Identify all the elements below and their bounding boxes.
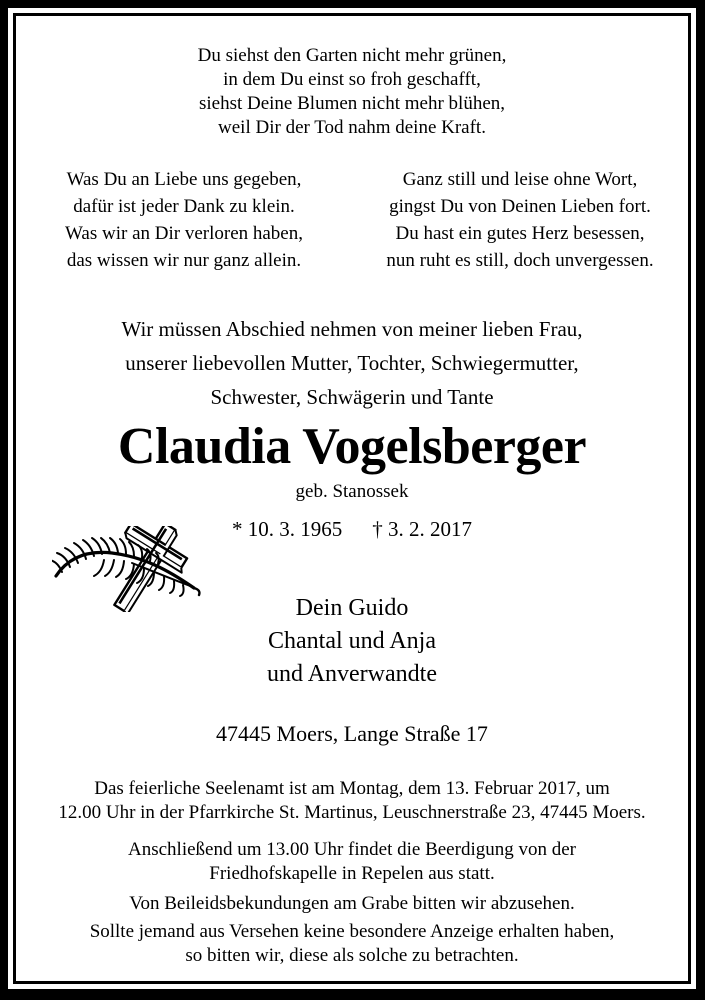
verse-column-left [16,166,352,274]
announcement-line: Schwester, Schwägerin und Tante [210,385,494,409]
verse-line: Ganz still und leise ohne Wort, [402,169,638,190]
announcement-line: Wir müssen Abschied nehmen von meiner lieben Frau, [121,317,583,341]
condolence-note: Von Beileidsbekundungen am Grabe bitten wir abzusehen. [129,893,575,914]
service-info-line: 12.00 Uhr in der Pfarrkirche St. Martinus, Leuschnerstraße 23, 47445 Moers. [58,802,646,823]
verse-line: Was wir an Dir verloren haben, [65,223,303,244]
verse-line: Was Du an Liebe uns gegeben, [66,169,302,190]
maiden-name: geb. Stanossek [295,481,409,502]
burial-info-line: Friedhofskapelle in Repelen aus statt. [209,863,495,884]
cross-and-palm-emblem [52,526,204,612]
deceased-name: Claudia Vogelsberger [117,418,587,475]
verse-line: gingst Du von Deinen Lieben fort. [389,196,651,217]
closing-note-line: so bitten wir, diese als solche zu betrachten. [185,945,519,966]
burial-info [16,838,688,886]
service-info [16,777,688,825]
verse-line: siehst Deine Blumen nicht mehr blühen, [198,93,506,114]
closing-note-line: Sollte jemand aus Versehen keine besondere Anzeige erhalten haben, [89,921,615,942]
mourner-line: und Anverwandte [267,661,437,687]
verse-column-right [352,166,688,274]
death-date: † 3. 2. 2017 [372,517,472,541]
verse-line: weil Dir der Tod nahm deine Kraft. [218,117,486,138]
burial-info-line: Anschließend um 13.00 Uhr findet die Beerdigung von der [128,839,576,860]
mourner-line: Dein Guido [295,595,409,621]
address-line: 47445 Moers, Lange Straße 17 [216,721,488,746]
verse-columns [16,166,688,274]
verse-line: Du hast ein gutes Herz besessen, [395,223,645,244]
closing-note [16,920,688,968]
verse-line: Du siehst den Garten nicht mehr grünen, [197,45,507,66]
verse-line: in dem Du einst so froh geschafft, [223,69,481,90]
mourner-line: Chantal und Anja [268,628,436,654]
farewell-announcement [16,312,688,414]
opening-verse [16,44,688,140]
announcement-line: unserer liebevollen Mutter, Tochter, Schwiegermutter, [125,351,579,375]
verse-line: das wissen wir nur ganz allein. [66,250,302,271]
service-info-line: Das feierliche Seelenamt ist am Montag, dem 13. Februar 2017, um [94,778,610,799]
birth-date: * 10. 3. 1965 [232,517,343,541]
verse-line: nun ruht es still, doch unvergessen. [386,250,654,271]
memorial-card-frame [13,13,691,984]
verse-line: dafür ist jeder Dank zu klein. [73,196,295,217]
